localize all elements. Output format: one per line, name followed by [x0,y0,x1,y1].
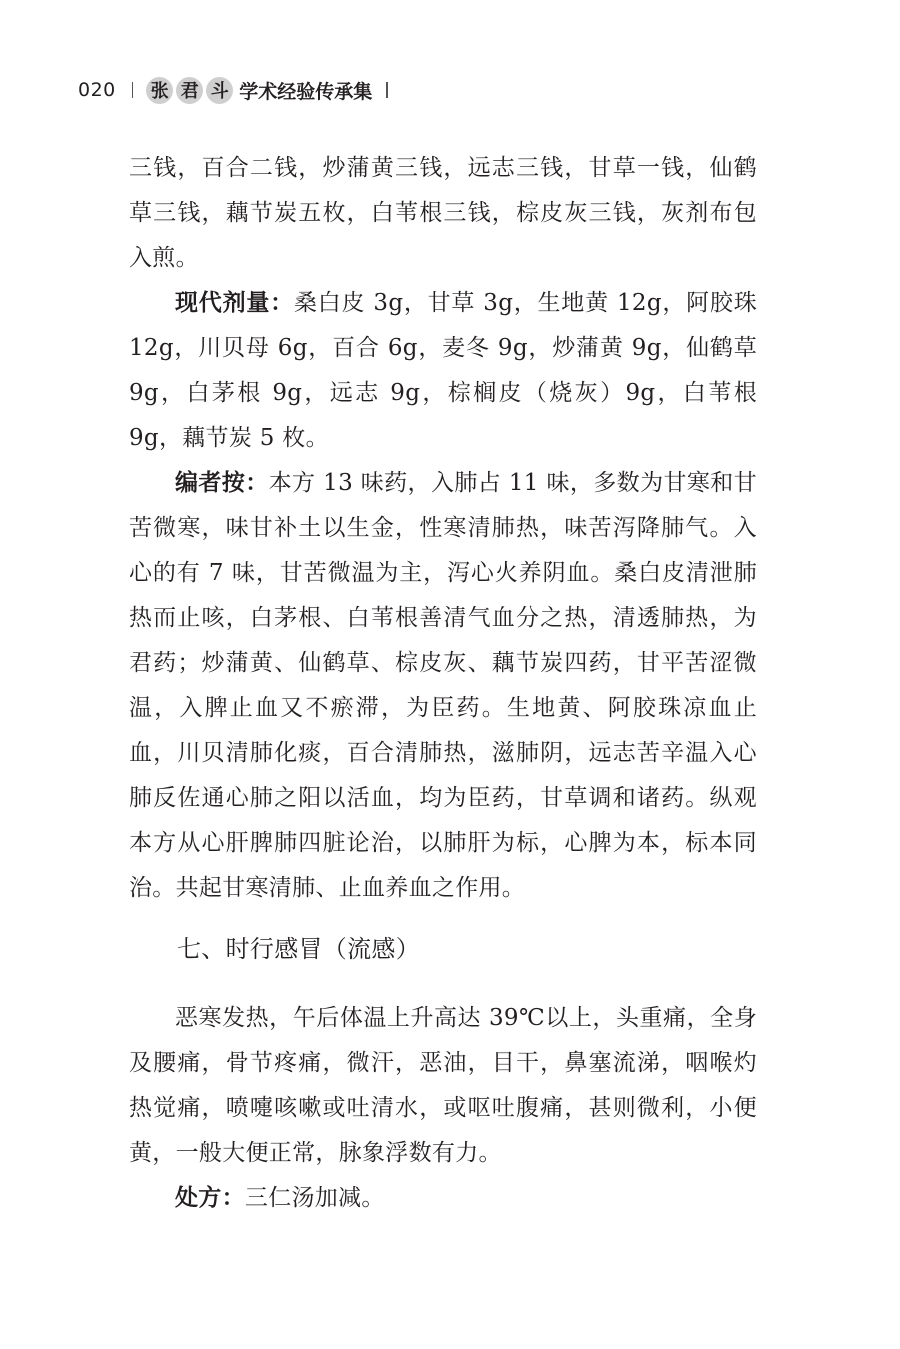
author-char-badge: 斗 [206,77,233,104]
continuation-paragraph: 三钱，百合二钱，炒蒲黄三钱，远志三钱，甘草一钱，仙鹤草三钱，藕节炭五枚，白苇根三钱，棕皮灰三钱，灰剂布包入煎。 [129,155,757,271]
author-name-badges [146,77,233,104]
section-heading: 七、时行感冒（流感） [177,935,420,963]
page-number: 020 [78,79,116,101]
book-title: 学术经验传承集 [239,80,373,103]
editor-note-label: 编者按： [175,470,269,496]
modern-dosage-paragraph [129,281,757,461]
modern-dosage-text: 桑白皮 3g，甘草 3g，生地黄 12g，阿胶珠 12g，川贝母 6g，百合 6g，麦冬 9g，炒蒲黄 9g，仙鹤草 9g，白茅根 9g，远志 9g，棕榈皮（烧灰）9g，白苇根 9g，藕节炭 5 枚。 [129,290,758,451]
editor-note-paragraph [129,461,757,911]
author-char-badge: 张 [146,77,173,104]
running-header [78,74,388,106]
author-char-badge: 君 [176,77,203,104]
page-body [129,146,757,1221]
symptoms-paragraph: 恶寒发热，午后体温上升高达 39℃以上，头重痛，全身及腰痛，骨节疼痛，微汗，恶油，目干，鼻塞流涕，咽喉灼热觉痛，喷嚏咳嗽或吐清水，或呕吐腹痛，甚则微利，小便黄，一般大便正常，脉象浮数有力。 [129,1005,757,1166]
modern-dosage-label: 现代剂量： [175,290,294,316]
prescription-text: 三仁汤加减。 [244,1185,385,1211]
editor-note-text: 本方 13 味药，入肺占 11 味，多数为甘寒和甘苦微寒，味甘补土以生金，性寒清肺热，味苦泻降肺气。入心的有 7 味，甘苦微温为主，泻心火养阴血。桑白皮清泄肺热而止咳，白茅根、白苇根善清气血分之热，清透肺热，为君药；炒蒲黄、仙鹤草、棕皮灰、藕节炭四药，甘平苦涩微温，入脾止血又不瘀滞，为臣药。生地黄、阿胶珠凉血止血，川贝清肺化痰，百合清肺热，滋肺阴，远志苦辛温入心肺反佐通心肺之阳以活血，均为臣药，甘草调和诸药。纵观本方从心肝脾肺四脏论治，以肺肝为标，心脾为本，标本同治。共起甘寒清肺、止血养血之作用。 [129,470,757,901]
prescription-paragraph [129,1176,757,1221]
prescription-label: 处方： [175,1185,245,1211]
header-divider [132,82,134,98]
header-divider-end [386,82,388,98]
